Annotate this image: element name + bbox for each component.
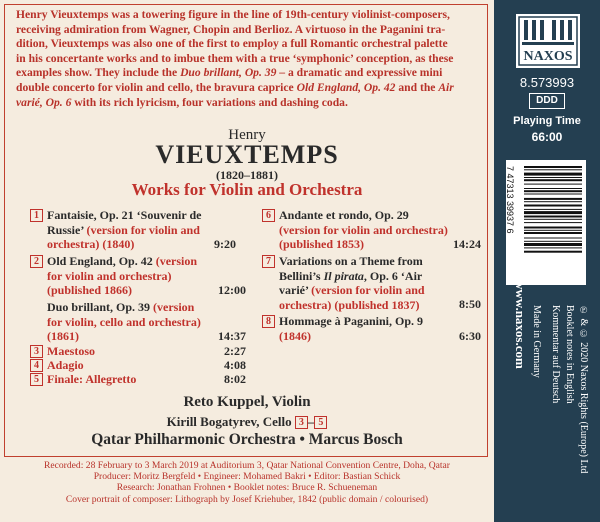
made-in-label: Made in Germany xyxy=(531,305,542,378)
playing-time-value: 66:00 xyxy=(531,130,563,144)
track-time: 6:30 xyxy=(459,329,481,343)
track-number: 1 xyxy=(30,209,43,222)
track-time: 14:24 xyxy=(453,237,481,251)
copyright-notes: ℗ & © 2020 Naxos Rights (Europe) Ltd Booklet notes in English Kommentar auf Deutsch xyxy=(550,305,589,474)
playing-time-label: Playing Time xyxy=(513,115,581,127)
credit-line: Recorded: 28 February to 3 March 2019 at Auditorium 3, Qatar National Convention Centre, Doha, Qatar xyxy=(43,460,451,471)
intro-line: in his concertante works and to imbue them with a true ‘symphonic’ conception, as these xyxy=(16,51,454,65)
barcode-bars xyxy=(506,160,586,285)
track-4 xyxy=(30,358,246,372)
track-number: 2 xyxy=(30,255,43,268)
composer-last-name: VIEUXTEMPS xyxy=(155,140,339,169)
track-time: 8:02 xyxy=(224,372,246,386)
track-number: 7 xyxy=(262,255,275,268)
track-title: Old England, Op. 42 (version for violin and orchestra) (published 1866) xyxy=(47,254,198,297)
track-number: 5 xyxy=(30,373,43,386)
naxos-logo xyxy=(516,14,580,68)
track-time: 14:37 xyxy=(218,329,246,343)
track-title: Andante et rondo, Op. 29 (version for violin and orchestra) (published 1853) xyxy=(279,208,448,251)
track-title: Fantaisie, Op. 21 ‘Souvenir de Russie’ (version for violin and orchestra) (1840) xyxy=(47,208,202,251)
intro-line: Henry Vieuxtemps was a towering figure in the line of 19th-century violinist-composers, xyxy=(16,8,450,21)
track-number: 8 xyxy=(262,315,275,328)
track-6 xyxy=(262,208,481,252)
performer-cello: Kirill Bogatyrev, Cello 3 – 5 xyxy=(0,414,494,430)
track-title: Hommage à Paganini, Op. 9 (1846) xyxy=(279,314,424,343)
track-time: 8:50 xyxy=(459,297,481,311)
album-title: Works for Violin and Orchestra xyxy=(131,180,363,199)
svg-text:NAXOS: NAXOS xyxy=(523,49,573,64)
credit-line: Research: Jonathan Frohnen • Booklet notes: Bruce R. Schueneman xyxy=(116,482,378,494)
track-7 xyxy=(262,254,481,312)
track-2 xyxy=(30,254,246,298)
recording-credits xyxy=(0,460,494,505)
intro-line: examples show. They include the Duo brillant, Op. 39 – a dramatic and expressive mini xyxy=(16,66,443,80)
intro-line: double concerto for violin and cello, the bravura caprice Old England, Op. 42 and the Air xyxy=(16,80,454,94)
composer-dates: (1820–1881) xyxy=(216,168,278,182)
credit-line: Cover portrait of composer: Lithograph by Josef Kriehuber, 1842 (public domain / colourised) xyxy=(65,493,429,505)
intro-line: receiving admiration from Wagner, Chopin and Berlioz. A virtuoso in the Paganini tra- xyxy=(16,22,446,36)
track-time: 4:08 xyxy=(224,358,246,372)
track-1 xyxy=(30,208,236,252)
track-duo-brillant xyxy=(30,300,246,344)
track-number: 4 xyxy=(30,359,43,372)
intro-line: dition, Vieuxtemps was also one of the first to employ a full Romantic orchestral palette xyxy=(16,37,448,51)
track-8 xyxy=(262,314,481,344)
barcode xyxy=(506,160,586,285)
track-5 xyxy=(30,372,246,386)
svg-text:7 47313 39937 6: 7 47313 39937 6 xyxy=(506,166,515,234)
track-number: 3 xyxy=(30,345,43,358)
track-title: Adagio xyxy=(47,358,84,372)
track-title: Duo brillant, Op. 39 (version for violin, cello and orchestra) (1861) xyxy=(47,300,201,343)
track-number: 6 xyxy=(262,209,275,222)
composer-first-name: Henry xyxy=(228,127,266,143)
ddd-badge: DDD xyxy=(529,93,565,109)
performer-orchestra: Qatar Philharmonic Orchestra • Marcus Bosch xyxy=(91,431,403,448)
intro-text xyxy=(16,8,480,110)
track-title: Finale: Allegretto xyxy=(47,372,137,386)
credit-line: Producer: Moritz Bergfeld • Engineer: Mohamed Bakri • Editor: Bastian Schick xyxy=(93,471,401,483)
track-title: Variations on a Theme from Bellini’s Il pirata, Op. 6 ‘Air varié’ (version for violin and orchestra) (published 1837) xyxy=(279,254,425,312)
intro-line: varié, Op. 6 with its rich lyricism, four variations and dashing coda. xyxy=(16,95,348,109)
track-3 xyxy=(30,344,246,358)
catalog-number: 8.573993 xyxy=(519,75,575,90)
track-time: 2:27 xyxy=(224,344,246,358)
track-title: Maestoso xyxy=(47,344,95,358)
website-url: www.naxos.com xyxy=(513,280,528,369)
track-time: 12:00 xyxy=(218,283,246,297)
track-time: 9:20 xyxy=(214,237,236,251)
performer-violin: Reto Kuppel, Violin xyxy=(183,394,311,410)
